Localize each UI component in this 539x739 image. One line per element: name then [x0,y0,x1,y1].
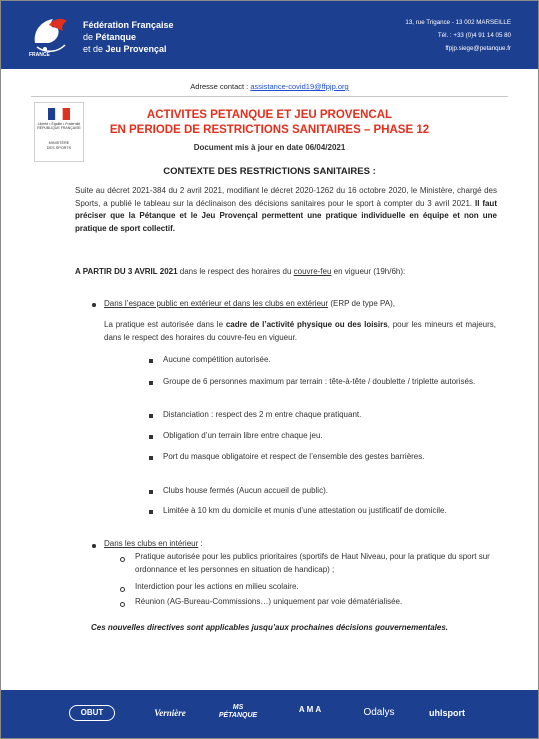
outdoor-item-bullet-icon [149,456,153,460]
sponsor-ama: AMA [298,705,324,714]
outdoor-heading [104,298,504,311]
outdoor-bullet-icon [92,303,96,307]
sponsor-uhlsport-logo [419,708,475,718]
sponsor-odalys-logo [357,707,401,718]
address-line1: 13, rue Trigance - 13 002 MARSEILLE [405,19,511,26]
indoor-bullet-icon [92,544,96,548]
outdoor-item: Clubs house fermés (Aucun accueil de public). [163,486,328,495]
intro-emphasis: Il faut préciser que la Pétanque et le Jeu Provençal permettent une pratique individuelle en équipe et non une pratique de sport collectif. [75,198,497,233]
outdoor-suffix: (ERP de type PA), [328,299,395,308]
federation-name [83,19,174,55]
closing-note: Ces nouvelles directives sont applicables jusqu’aux prochaines décisions gouvernementales. [90,623,448,632]
date-paragraph [75,266,505,279]
indoor-item-bullet-icon [120,602,125,607]
fed-line2-pre: de [83,32,96,42]
outdoor-item-bullet-icon [149,510,153,514]
outdoor-text-post: , pour les mineurs et majeurs, dans le respect des horaires du couvre-feu en vigueur. [104,320,496,342]
divider [31,96,508,97]
start-date-end: en vigueur (19h/6h): [331,267,406,276]
contact-email-link[interactable]: assistance-covid19@ffpjp.org [250,82,349,91]
ministry-name-line1: MINISTÈRE [48,141,70,145]
indoor-item: Réunion (AG-Bureau-Commissions…) uniquement par voie dématérialisée. [135,597,403,606]
indoor-item-bullet-icon [120,557,125,562]
sponsor-uhlsport: uhlsport [429,708,465,718]
sponsor-odalys: Odalys [363,707,395,718]
fed-line2: Pétanque [95,32,137,42]
curfew-text: couvre-feu [293,267,332,276]
outdoor-item-bullet-icon [149,359,153,363]
outdoor-item-bullet-icon [149,435,153,439]
outdoor-item-bullet-icon [149,414,153,418]
logo-label: FRANCE [29,52,50,57]
fed-line3-pre: et de [83,44,106,54]
ffpjp-rooster-logo-icon [27,13,75,57]
outdoor-item-bullet-icon [149,490,153,494]
document-title-line2: EN PERIODE DE RESTRICTIONS SANITAIRES – PHASE 12 [109,124,430,136]
indoor-item: Interdiction pour les actions en milieu scolaire. [135,582,299,591]
outdoor-item: Groupe de 6 personnes maximum par terrain : tête-à-tête / doublette / triplette autorisés. [163,377,476,386]
outdoor-item: Obligation d’un terrain libre entre chaque jeu. [163,431,323,440]
document-title-line1: ACTIVITES PETANQUE ET JEU PROVENCAL [146,109,393,121]
outdoor-paragraph [104,319,496,344]
start-date-mid: dans le respect des horaires du [177,267,294,276]
fed-line1: Fédération Française [83,20,174,30]
indoor-heading [104,538,404,551]
outdoor-item: Port du masque obligatoire et respect de l’ensemble des gestes barrières. [163,452,425,461]
outdoor-item: Limitée à 10 km du domicile et munis d’une attestation ou justificatif de domicile. [163,506,447,515]
outdoor-text-pre: La pratique est autorisée dans le [104,320,226,329]
sponsor-obut: OBUT [80,708,104,717]
indoor-suffix: : [198,539,203,548]
address-line3: ffpjp.siege@petanque.fr [445,45,511,52]
sponsor-obut-logo [69,705,115,721]
outdoor-item: Distanciation : respect des 2 m entre chaque pratiquant. [163,410,362,419]
sponsor-footer [1,690,538,738]
start-date: A PARTIR DU 3 AVRIL 2021 [75,267,178,276]
indoor-item-bullet-icon [120,587,125,592]
contact-label: Adresse contact : [190,82,251,91]
fed-line3: Jeu Provençal [105,44,167,54]
section-title: CONTEXTE DES RESTRICTIONS SANITAIRES : [163,166,376,177]
ministry-republic: Liberté • Égalité • Fraternité RÉPUBLIQUE FRANÇAISE [37,122,81,130]
ministry-name-line2: DES SPORTS [46,146,72,150]
sponsor-ms: MS PÉTANQUE [218,704,258,719]
outdoor-item: Aucune compétition autorisée. [163,355,271,364]
indoor-item: Pratique autorisée pour les publics prioritaires (sportifs de Haut Niveau, pour la pratique du sport sur ordonnance et les personnes en situation de handicap) ; [135,552,490,574]
update-date: Document mis à jour en date 06/04/2021 [193,143,346,152]
sponsor-ms-logo [213,704,263,720]
sponsor-verniere: Vernière [154,708,186,718]
header-banner [1,1,538,69]
intro-text: Suite au décret 2021-384 du 2 avril 2021, modifiant le décret 2020-1262 du 16 octobre 2020, le Ministère, chargé des Sports, a publié le tableau sur la déclinaison des décisions sanitaires pour le sport à compter du 3 avril 2021. [75,186,497,208]
indoor-title: Dans les clubs en intérieur [104,539,199,548]
outdoor-text-bold: cadre de l’activité physique ou des loisirs [225,320,388,329]
contact-line [1,82,538,91]
sponsor-ama-logo [289,705,333,714]
outdoor-item-bullet-icon [149,381,153,385]
sponsor-verniere-logo [145,708,195,718]
federation-address [405,16,511,55]
address-line2: Tél. : +33 (0)4 91 14 05 80 [437,32,511,39]
intro-paragraph [75,185,497,235]
outdoor-title: Dans l’espace public en extérieur et dans les clubs en extérieur [104,299,329,308]
